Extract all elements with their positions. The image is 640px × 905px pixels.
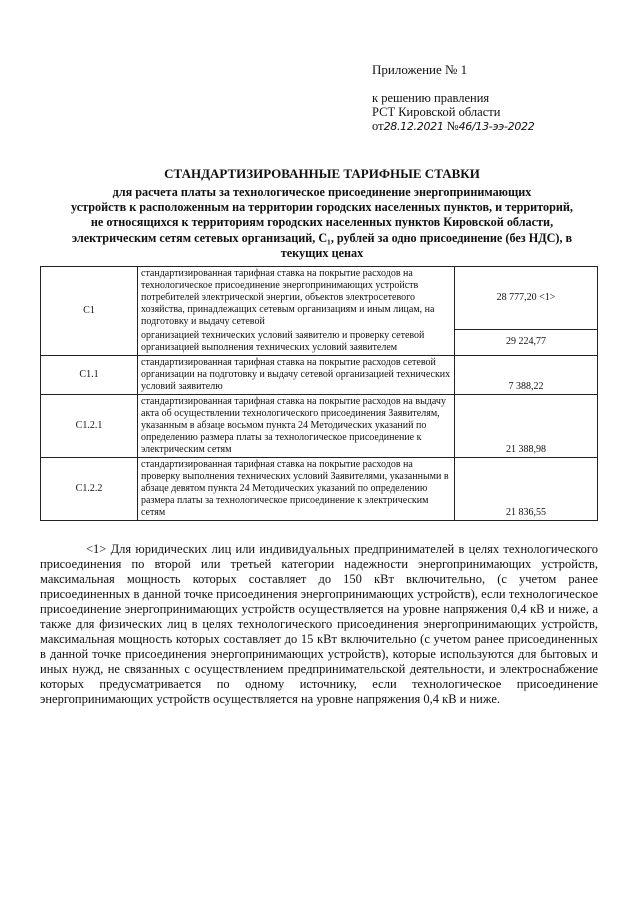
rate-description: стандартизированная тарифная ставка на покрытие расходов на технологическое присоединение энергопринимающих устройств потребителей электрической энергии, объектов электросетевого хозяйства, принадлежащих сетевым организациям и иным лицам, на подготовку и выдачу сетевой [138,267,455,330]
table-row-c1 [41,267,598,330]
resolution-date: 28.12.2021 [383,120,444,133]
rate-code: С1.1 [41,356,138,395]
title-main: СТАНДАРТИЗИРОВАННЫЕ ТАРИФНЫЕ СТАВКИ [164,166,480,181]
title-line: не относящихся к территориям городских населенных пунктов Кировской области, [90,215,554,230]
resolution-number: 46/13-ээ-2022 [458,120,535,133]
appendix-heading: Приложение № 1 [372,62,468,77]
rate-description-continued: организацией технических условий заявителю и проверку сетевой организацией выполнения технических условий заявителем [138,329,455,356]
resolution-line-2: РСТ Кировской области [372,105,501,119]
rate-value: 21 836,55 [455,458,598,521]
table-row-c1-2-1 [41,395,598,458]
title-line: электрическим сетям сетевых организаций, С₁, рублей за одно присоединение (без НДС), в [71,230,573,245]
rate-code: С1 [41,267,138,356]
rate-value: 28 777,20 <1> [455,267,598,330]
rate-description: стандартизированная тарифная ставка на покрытие расходов на выдачу акта об осуществлении технологического присоединения Заявителям, указанным в абзаце восьмом пункта 24 Методических указаний по определению размера платы за технологическое присоединение к электрическим сетям [138,395,455,458]
document-title [38,166,606,261]
resolution-line-1: к решению правления [372,91,490,105]
rate-value: 29 224,77 [455,329,598,356]
rate-code: С1.2.1 [41,395,138,458]
title-subtitle [38,185,606,261]
rate-value: 21 388,98 [455,395,598,458]
table-row-c1-1 [41,356,598,395]
table-row-c1-2-2 [41,458,598,521]
rate-description: стандартизированная тарифная ставка на покрытие расходов на проверку выполнения технических условий Заявителями, указанными в абзаце девятом пункта 24 Методических указаний по определению размера платы за технологическое присоединение к электрическим сетям [138,458,455,521]
title-line: текущих ценах [280,245,364,260]
resolution-prefix: от [372,119,384,133]
footnote [40,542,598,707]
rate-description: стандартизированная тарифная ставка на покрытие расходов сетевой организации на подготовку и выдачу сетевой организацией технических условий заявителю [138,356,455,395]
resolution-reference [372,91,534,134]
tariff-rates-table [40,266,598,521]
footnote-text: <1> Для юридических лиц или индивидуальных предпринимателей в целях технологического присоединения по второй или третьей категории надежности энергопринимающих устройств, максимальная мощность которых составляет до 150 кВт включительно, (с учетом ранее присоединенных в данной точке присоединения энергопринимающих устройств), если технологическое присоединение энергопринимающих устройств осуществляется на уровне напряжения 0,4 кВ и ниже, а также для физических лиц в целях технологического присоединения энергопринимающих устройств, максимальная мощность которых составляет до 15 кВт включительно (с учетом ранее присоединенных в данной точке присоединения энергопринимающих устройств), которые используются для бытовых и иных нужд, не связанных с осуществлением предпринимательской деятельности, и электроснабжение которых предусматривается по одному источнику, если технологическое присоединение энергопринимающих устройств осуществляется на уровне напряжения 0,4 кВ и ниже. [40,542,598,706]
title-line: для расчета платы за технологическое присоединение энергопринимающих [112,185,532,199]
rate-code: С1.2.2 [41,458,138,521]
rate-value: 7 388,22 [455,356,598,395]
title-line: устройств к расположенным на территории городских населенных пунктов, и территорий, [71,200,573,215]
resolution-date-line [372,119,534,134]
resolution-number-label: № [446,119,459,133]
